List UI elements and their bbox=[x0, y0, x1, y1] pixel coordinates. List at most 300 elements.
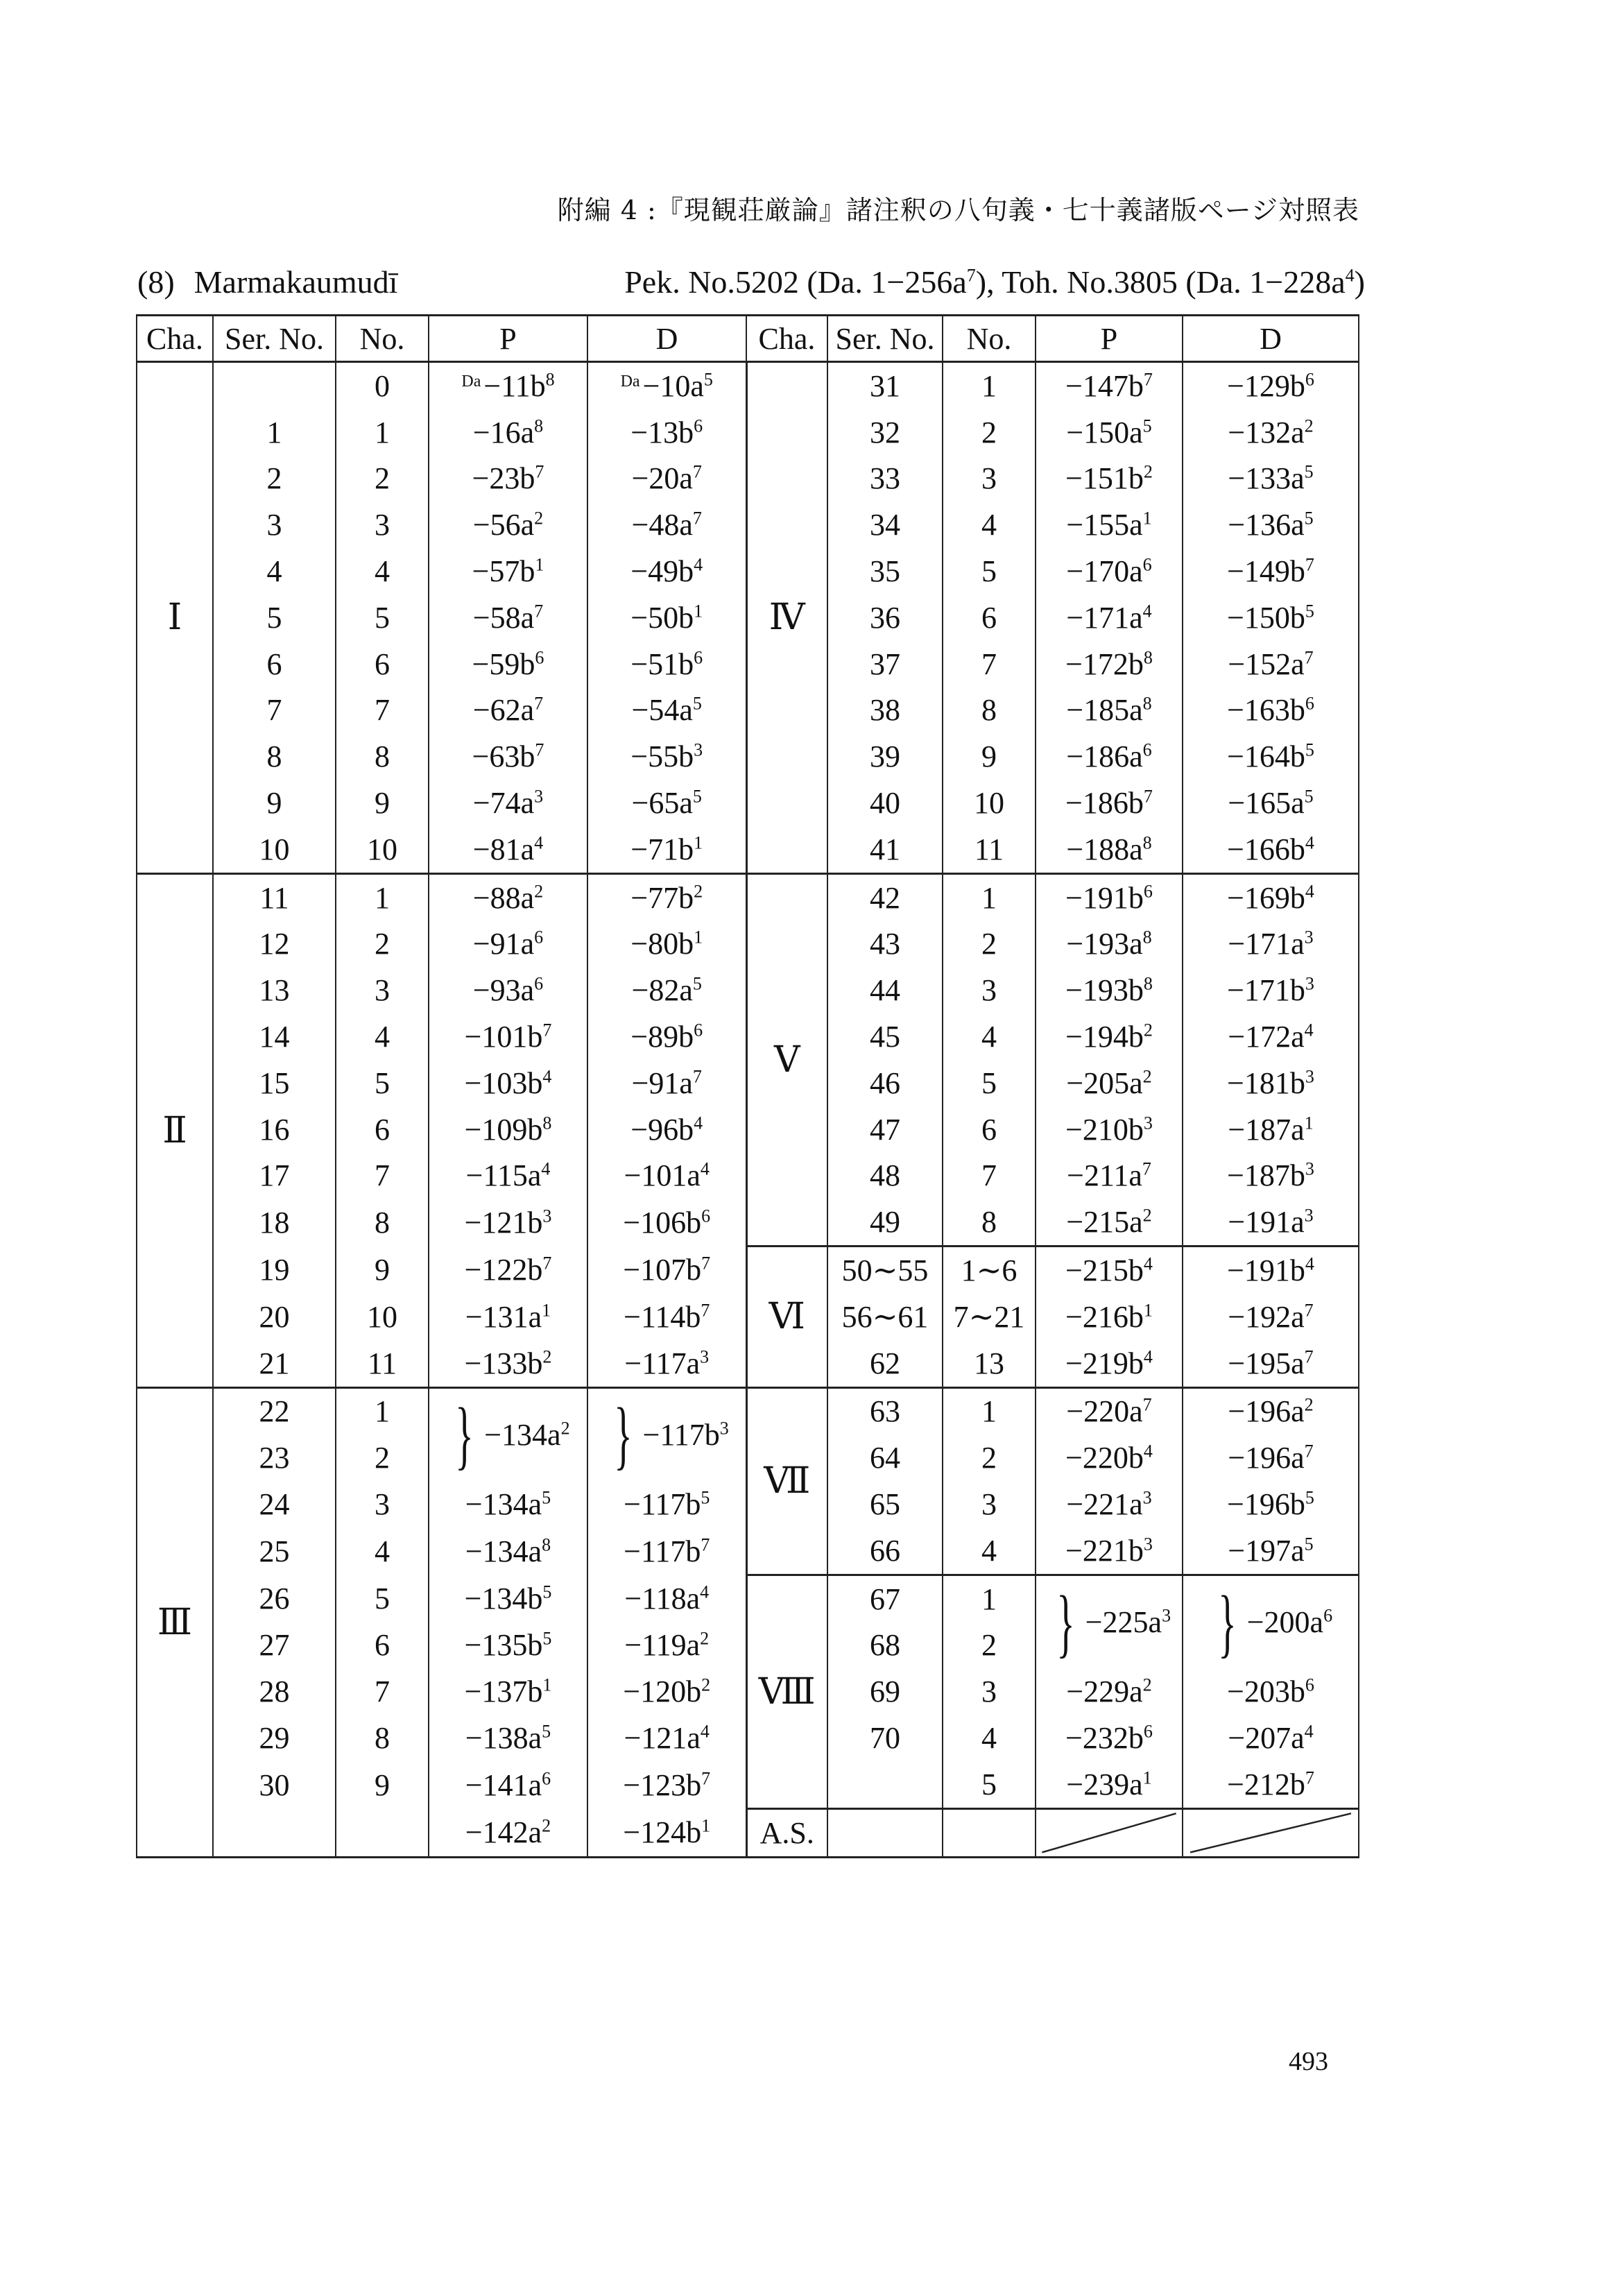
d-ref-cell bbox=[587, 780, 746, 826]
p-ref-value: −122b bbox=[464, 1253, 543, 1287]
p-ref-cell bbox=[429, 780, 587, 826]
p-ref-cell bbox=[429, 409, 587, 456]
p-ref-sup: 4 bbox=[1143, 1441, 1153, 1462]
ser-no-cell bbox=[213, 1575, 336, 1622]
no-cell bbox=[943, 967, 1036, 1013]
no-cell bbox=[943, 1808, 1036, 1857]
p-ref-sup: 6 bbox=[542, 1767, 551, 1788]
p-ref-sup: 2 bbox=[1142, 1205, 1152, 1226]
no: 9 bbox=[981, 739, 997, 774]
no: 3 bbox=[981, 1487, 997, 1522]
no: 3 bbox=[981, 461, 997, 496]
p-ref-value: −205a bbox=[1066, 1065, 1143, 1100]
ser-no-cell bbox=[827, 1013, 943, 1060]
p-ref-value: −211a bbox=[1067, 1158, 1142, 1193]
d-ref-cell bbox=[1183, 456, 1359, 502]
d-ref-sup: 2 bbox=[700, 1628, 710, 1649]
col-header: Ser. No. bbox=[213, 316, 336, 362]
ser-no: 7 bbox=[266, 693, 282, 728]
d-ref-value: −54a bbox=[631, 693, 693, 728]
no: 0 bbox=[375, 368, 390, 403]
no-cell bbox=[336, 1808, 429, 1857]
p-ref-sup: 5 bbox=[542, 1582, 552, 1602]
d-ref-sup: 4 bbox=[1304, 1020, 1314, 1040]
d-ref-value: −106b bbox=[623, 1205, 702, 1240]
d-ref-value: −133a bbox=[1228, 461, 1305, 496]
d-ref-sup: 2 bbox=[1304, 1394, 1314, 1415]
ser-no-cell bbox=[827, 1527, 943, 1575]
chapter-label: Ⅷ bbox=[758, 1672, 816, 1712]
d-ref-cell bbox=[1183, 1668, 1359, 1715]
p-ref-value: −16a bbox=[472, 415, 535, 449]
p-ref-cell bbox=[1036, 1060, 1183, 1106]
d-ref-sup: 6 bbox=[694, 1020, 703, 1040]
d-ref-value: −117b bbox=[642, 1417, 720, 1452]
d-ref-value: −191b bbox=[1227, 1253, 1305, 1288]
p-ref-value: −133b bbox=[464, 1346, 543, 1380]
ser-no: 64 bbox=[870, 1441, 900, 1475]
no: 5 bbox=[981, 1767, 997, 1801]
d-ref-cell bbox=[587, 1481, 746, 1527]
chapter-cell bbox=[137, 873, 213, 1387]
p-ref-sup: 8 bbox=[542, 1534, 551, 1554]
d-ref-value: −150b bbox=[1227, 600, 1305, 635]
chapter-cell bbox=[746, 1575, 827, 1808]
d-ref-value: −169b bbox=[1227, 880, 1305, 915]
p-ref-cell bbox=[1036, 502, 1183, 548]
p-ref-cell bbox=[429, 1013, 587, 1060]
p-ref-sup: 1 bbox=[535, 554, 544, 575]
d-ref-sup: 7 bbox=[1304, 1441, 1314, 1462]
ser-no: 9 bbox=[266, 786, 282, 821]
d-ref-sup: 6 bbox=[694, 415, 703, 436]
d-ref-sup: 5 bbox=[1304, 786, 1314, 807]
p-ref-sup: 5 bbox=[1142, 415, 1152, 436]
p-ref-sup: 7 bbox=[534, 693, 544, 714]
p-ref-cell bbox=[1036, 687, 1183, 734]
no: 4 bbox=[375, 1534, 390, 1568]
table-row bbox=[137, 1575, 1359, 1622]
ser-no: 21 bbox=[259, 1346, 290, 1380]
p-ref-cell bbox=[1036, 921, 1183, 968]
no: 2 bbox=[375, 461, 390, 496]
ser-no-cell bbox=[827, 826, 943, 873]
ser-no-cell bbox=[827, 1294, 943, 1340]
no-cell bbox=[943, 362, 1036, 409]
ser-no: 42 bbox=[870, 880, 900, 915]
p-ref-sup: 6 bbox=[1143, 881, 1153, 901]
p-ref-sup: 5 bbox=[542, 1628, 552, 1649]
d-ref-value: −10a bbox=[642, 368, 704, 403]
p-ref-cell bbox=[1036, 780, 1183, 826]
d-ref-cell bbox=[1183, 873, 1359, 920]
p-ref-sup: 3 bbox=[1143, 1534, 1153, 1554]
p-ref-value: −91a bbox=[472, 927, 535, 961]
p-ref-value: −193b bbox=[1065, 973, 1144, 1008]
ser-no-cell bbox=[213, 1761, 336, 1808]
d-ref-value: −123b bbox=[623, 1767, 702, 1802]
p-ref-cell bbox=[429, 826, 587, 873]
caption-pek-sup: 7 bbox=[966, 265, 976, 286]
p-ref-cell bbox=[1036, 1808, 1183, 1857]
p-ref-cell bbox=[429, 1668, 587, 1715]
d-ref-cell bbox=[587, 502, 746, 548]
ser-no: 3 bbox=[266, 508, 282, 542]
p-ref-cell bbox=[429, 1761, 587, 1808]
p-ref-sup: 8 bbox=[1143, 973, 1153, 994]
p-ref-cell bbox=[1036, 967, 1183, 1013]
no: 3 bbox=[375, 508, 390, 542]
d-ref-sup: 7 bbox=[1304, 1346, 1314, 1367]
p-ref-value: −171a bbox=[1066, 600, 1143, 635]
no-cell bbox=[336, 687, 429, 734]
no-cell bbox=[336, 1199, 429, 1246]
p-ref-sup: 2 bbox=[1142, 1066, 1152, 1087]
no-cell bbox=[943, 1106, 1036, 1153]
d-ref-value: −187b bbox=[1227, 1158, 1305, 1193]
p-ref-value: −142a bbox=[465, 1815, 542, 1849]
d-ref-sup: 2 bbox=[701, 1674, 711, 1695]
chapter-cell bbox=[137, 362, 213, 874]
p-ref-sup: 8 bbox=[545, 369, 555, 390]
p-ref-cell bbox=[1036, 873, 1183, 920]
p-ref-value: −147b bbox=[1065, 368, 1144, 403]
p-ref-cell bbox=[1036, 1715, 1183, 1761]
ser-no-cell bbox=[213, 1246, 336, 1294]
p-ref-value: −193a bbox=[1066, 927, 1143, 961]
ser-no-cell bbox=[213, 1481, 336, 1527]
d-ref-cell bbox=[1183, 1060, 1359, 1106]
p-ref-sup: 7 bbox=[535, 461, 544, 482]
p-ref-sup: 3 bbox=[1142, 1487, 1152, 1508]
p-ref-cell bbox=[429, 1106, 587, 1153]
caption-pek: Pek. No.5202 (Da. 1−256a bbox=[624, 264, 967, 300]
p-ref-value: −137b bbox=[464, 1674, 543, 1709]
d-ref-sup: 7 bbox=[692, 508, 702, 529]
ser-no: 24 bbox=[259, 1487, 290, 1522]
no: 5 bbox=[375, 1581, 390, 1616]
d-ref-sup: 7 bbox=[701, 1300, 710, 1321]
no: 5 bbox=[981, 554, 997, 589]
d-ref-value: −200a bbox=[1246, 1605, 1324, 1640]
ser-no-cell bbox=[213, 1715, 336, 1761]
ser-no-cell bbox=[827, 1106, 943, 1153]
p-ref-cell bbox=[429, 1294, 587, 1340]
d-ref-cell bbox=[1183, 1246, 1359, 1294]
col-header: Ser. No. bbox=[827, 316, 943, 362]
table-caption bbox=[137, 264, 1365, 305]
ser-no-cell bbox=[213, 1808, 336, 1857]
p-ref-value: −191b bbox=[1065, 880, 1144, 915]
d-ref-cell bbox=[587, 967, 746, 1013]
no: 7 bbox=[981, 646, 997, 681]
p-ref-cell bbox=[429, 1715, 587, 1761]
d-ref-cell bbox=[587, 826, 746, 873]
p-ref-sup: 8 bbox=[1142, 832, 1152, 853]
no: 4 bbox=[981, 1020, 997, 1054]
no-cell bbox=[336, 1294, 429, 1340]
p-ref-sup: 7 bbox=[535, 739, 544, 760]
no-cell bbox=[943, 1060, 1036, 1106]
d-ref-cell bbox=[1183, 1294, 1359, 1340]
no: 5 bbox=[375, 1065, 390, 1100]
ser-no-cell bbox=[827, 1668, 943, 1715]
no: 10 bbox=[974, 786, 1004, 821]
p-ref-value: −121b bbox=[464, 1205, 543, 1240]
d-ref-value: −20a bbox=[631, 461, 693, 496]
no-cell bbox=[943, 1668, 1036, 1715]
d-ref-sup: 5 bbox=[1305, 601, 1314, 622]
p-ref-sup: 4 bbox=[1143, 1346, 1153, 1367]
p-ref-sup: 7 bbox=[534, 601, 544, 622]
no-cell bbox=[943, 1340, 1036, 1387]
d-ref-sup: 5 bbox=[692, 786, 702, 807]
d-ref-sup: 3 bbox=[694, 739, 703, 760]
d-ref-value: −120b bbox=[623, 1674, 702, 1709]
no-cell bbox=[943, 456, 1036, 502]
d-ref-cell bbox=[587, 548, 746, 594]
d-ref-cell bbox=[587, 1153, 746, 1199]
no: 8 bbox=[375, 1205, 390, 1240]
ser-no-cell bbox=[213, 733, 336, 780]
ser-no: 43 bbox=[870, 927, 900, 961]
d-ref-sup: 4 bbox=[700, 1158, 710, 1179]
ser-no-cell bbox=[213, 1527, 336, 1575]
d-ref-cell bbox=[1183, 967, 1359, 1013]
d-ref-cell bbox=[587, 1575, 746, 1622]
p-ref-cell bbox=[1036, 1761, 1183, 1808]
p-ref-value: −186b bbox=[1065, 786, 1144, 821]
col-header: No. bbox=[943, 316, 1036, 362]
ser-no: 65 bbox=[870, 1487, 900, 1522]
d-ref-value: −171a bbox=[1228, 927, 1305, 961]
no: 1 bbox=[981, 368, 997, 403]
ser-no-cell bbox=[213, 1060, 336, 1106]
d-ref-cell bbox=[587, 1246, 746, 1294]
d-ref-cell bbox=[1183, 1106, 1359, 1153]
ser-no-cell bbox=[213, 1622, 336, 1669]
d-ref-value: −107b bbox=[623, 1253, 702, 1287]
ser-no: 25 bbox=[259, 1534, 290, 1568]
d-ref-value: −124b bbox=[623, 1815, 702, 1849]
d-ref-sup: 5 bbox=[692, 973, 702, 994]
no-cell bbox=[336, 362, 429, 409]
ser-no-cell bbox=[827, 1575, 943, 1622]
caption-edition-info bbox=[624, 264, 1365, 300]
no: 9 bbox=[375, 1767, 390, 1802]
ser-no-cell bbox=[213, 1294, 336, 1340]
ser-no: 31 bbox=[870, 368, 900, 403]
p-ref-value: −151b bbox=[1065, 461, 1144, 496]
d-ref-value: −203b bbox=[1227, 1674, 1305, 1709]
ser-no-cell bbox=[213, 921, 336, 968]
col-header: Cha. bbox=[746, 316, 827, 362]
chapter-cell bbox=[746, 1808, 827, 1857]
d-ref-value: −96b bbox=[630, 1112, 694, 1147]
no-cell bbox=[336, 548, 429, 594]
p-ref-cell bbox=[429, 1481, 587, 1527]
ser-no-cell bbox=[213, 502, 336, 548]
d-ref-value: −196a bbox=[1228, 1394, 1305, 1429]
no: 8 bbox=[375, 739, 390, 774]
p-ref-value: −62a bbox=[472, 693, 535, 728]
ser-no: 19 bbox=[259, 1253, 290, 1287]
ser-no-cell bbox=[213, 1387, 336, 1434]
ser-no: 30 bbox=[259, 1767, 290, 1802]
ser-no: 16 bbox=[259, 1112, 290, 1147]
p-ref-cell bbox=[429, 873, 587, 920]
ser-no-cell bbox=[827, 967, 943, 1013]
d-ref-cell bbox=[587, 1527, 746, 1575]
p-ref-sup: 6 bbox=[534, 973, 544, 994]
ser-no-cell bbox=[827, 1434, 943, 1481]
p-ref-value: −138a bbox=[465, 1721, 542, 1755]
ser-no: 4 bbox=[266, 554, 282, 589]
no-cell bbox=[943, 409, 1036, 456]
p-ref-value: −215a bbox=[1066, 1205, 1143, 1240]
no-cell bbox=[943, 921, 1036, 968]
d-ref-sup: 5 bbox=[1305, 739, 1314, 760]
d-ref-value: −117b bbox=[624, 1487, 701, 1522]
p-ref-value: −58a bbox=[472, 600, 535, 635]
d-ref-value: −166b bbox=[1227, 832, 1305, 866]
p-ref-cell bbox=[1036, 641, 1183, 687]
no-cell bbox=[336, 873, 429, 920]
p-ref-cell bbox=[429, 362, 587, 409]
d-ref-sup: 1 bbox=[701, 1815, 711, 1836]
no-cell bbox=[336, 502, 429, 548]
ser-no: 22 bbox=[259, 1394, 290, 1429]
brace-mark: } bbox=[455, 1392, 474, 1477]
ser-no: 56∼61 bbox=[841, 1299, 929, 1334]
d-ref-cell bbox=[587, 362, 746, 409]
table-row bbox=[137, 873, 1359, 920]
p-ref-value: −141a bbox=[465, 1767, 542, 1802]
d-ref-cell bbox=[587, 409, 746, 456]
no-cell bbox=[943, 1527, 1036, 1575]
ser-no-cell bbox=[827, 1340, 943, 1387]
d-ref-value: −119a bbox=[624, 1628, 701, 1663]
chapter-label: Ⅲ bbox=[157, 1602, 193, 1643]
p-ref-cell bbox=[1036, 1294, 1183, 1340]
ser-no-cell bbox=[827, 362, 943, 409]
p-ref-cell bbox=[1036, 1387, 1183, 1434]
p-ref-cell bbox=[1036, 362, 1183, 409]
d-ref-sup: 1 bbox=[694, 927, 703, 948]
no-cell bbox=[943, 733, 1036, 780]
d-ref-sup: 6 bbox=[1323, 1605, 1333, 1626]
d-ref-sup: 2 bbox=[1304, 415, 1314, 436]
no: 1 bbox=[981, 1582, 997, 1616]
ser-no: 45 bbox=[870, 1020, 900, 1054]
ser-no: 40 bbox=[870, 786, 900, 821]
p-ref-value: −134a bbox=[465, 1534, 542, 1568]
d-ref-cell bbox=[587, 1808, 746, 1857]
d-ref-value: −118a bbox=[624, 1581, 701, 1616]
d-ref-sup: 3 bbox=[1305, 1158, 1314, 1179]
p-ref-cell bbox=[429, 456, 587, 502]
no-cell bbox=[336, 780, 429, 826]
p-ref-sup: 8 bbox=[1143, 647, 1153, 668]
no-cell bbox=[336, 826, 429, 873]
no: 1 bbox=[981, 880, 997, 915]
p-ref-value: −232b bbox=[1065, 1721, 1144, 1755]
brace-value bbox=[1247, 1604, 1332, 1640]
ser-no-cell bbox=[213, 548, 336, 594]
d-ref-value: −82a bbox=[631, 973, 693, 1008]
caption-toh-sup: 4 bbox=[1345, 265, 1355, 286]
p-ref-cell bbox=[1036, 548, 1183, 594]
ser-no: 33 bbox=[870, 461, 900, 496]
d-ref-sup: 7 bbox=[692, 1066, 702, 1087]
d-ref-cell bbox=[587, 1199, 746, 1246]
no: 1∼6 bbox=[961, 1253, 1017, 1288]
p-ref-cell bbox=[429, 1060, 587, 1106]
p-ref-cell bbox=[1036, 1153, 1183, 1199]
da-prefix: Da bbox=[461, 372, 481, 391]
d-ref-sup: 4 bbox=[1305, 881, 1314, 901]
ser-no-cell bbox=[213, 456, 336, 502]
d-ref-sup: 3 bbox=[1304, 927, 1314, 948]
p-ref-cell bbox=[1036, 1668, 1183, 1715]
p-ref-cell bbox=[429, 687, 587, 734]
ser-no: 1 bbox=[266, 415, 282, 449]
d-ref-cell bbox=[1183, 826, 1359, 873]
ser-no: 20 bbox=[259, 1299, 290, 1334]
ser-no: 12 bbox=[259, 927, 290, 961]
d-ref-cell bbox=[1183, 1340, 1359, 1387]
p-ref-sup: 7 bbox=[1142, 1158, 1151, 1179]
d-ref-value: −196a bbox=[1228, 1441, 1305, 1475]
d-ref-value: −101a bbox=[624, 1158, 701, 1193]
d-ref-cell bbox=[1183, 502, 1359, 548]
no-cell bbox=[943, 502, 1036, 548]
no-cell bbox=[336, 1106, 429, 1153]
d-ref-cell bbox=[1183, 1481, 1359, 1527]
d-ref-cell bbox=[587, 594, 746, 641]
no-cell bbox=[336, 1622, 429, 1669]
ser-no-cell bbox=[213, 826, 336, 873]
ser-no-cell bbox=[213, 873, 336, 920]
brace-value bbox=[643, 1417, 729, 1453]
d-ref-sup: 3 bbox=[1304, 1205, 1314, 1226]
d-ref-sup: 5 bbox=[1305, 1487, 1314, 1508]
ser-no-cell bbox=[213, 362, 336, 409]
d-ref-cell bbox=[587, 1761, 746, 1808]
d-ref-value: −196b bbox=[1227, 1487, 1305, 1522]
no: 10 bbox=[367, 832, 397, 866]
d-ref-value: −132a bbox=[1228, 415, 1305, 449]
p-ref-cell bbox=[429, 1340, 587, 1387]
p-ref-value: −81a bbox=[472, 832, 535, 866]
p-ref-cell bbox=[1036, 1575, 1183, 1668]
p-ref-sup: 7 bbox=[542, 1020, 552, 1040]
d-ref-value: −13b bbox=[630, 415, 694, 449]
p-ref-sup: 1 bbox=[1142, 508, 1152, 529]
no: 4 bbox=[981, 1721, 997, 1755]
ser-no: 49 bbox=[870, 1205, 900, 1240]
p-ref-cell bbox=[1036, 409, 1183, 456]
no-cell bbox=[336, 733, 429, 780]
d-ref-cell bbox=[587, 1622, 746, 1669]
ser-no: 50∼55 bbox=[841, 1253, 929, 1288]
col-header: P bbox=[429, 316, 587, 362]
d-ref-sup: 5 bbox=[1304, 1534, 1314, 1554]
no-cell bbox=[336, 641, 429, 687]
ser-no: 32 bbox=[870, 415, 900, 449]
ser-no-cell bbox=[213, 641, 336, 687]
d-ref-sup: 3 bbox=[719, 1418, 729, 1439]
